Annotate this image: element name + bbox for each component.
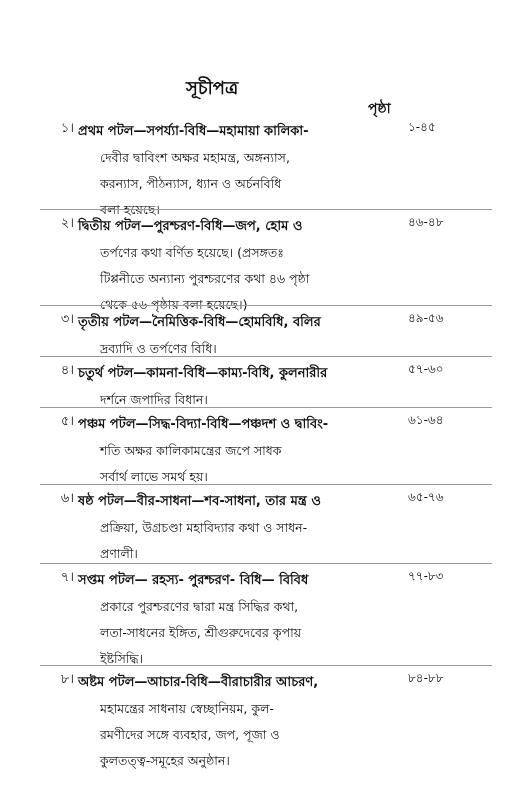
entry-heading-line: পঞ্চম পটল—সিদ্ধ-বিদ্যা-বিধি—পঞ্চদশ ও দ্বাবিং- xyxy=(78,417,329,432)
entry-line: দেবীর দ্বাবিংশ অক্ষর মহামন্ত্র, অঙ্গন্যাস, xyxy=(100,150,290,165)
entry-line: বলা হয়েছে। xyxy=(100,202,160,217)
entry-text xyxy=(78,361,398,413)
entry-heading-line: অষ্টম পটল—আচার-বিধি—বীরাচারীর আচরণ, xyxy=(78,675,319,690)
entry-line: লতা-সাধনের ইঙ্গিত, শ্রীগুরুদেবের কৃপায় xyxy=(100,625,302,640)
divider xyxy=(40,484,492,485)
entry-text xyxy=(78,214,398,318)
entry-pages: ৮৪-৮৮ xyxy=(408,671,444,685)
entry-pages: ৫৭-৬০ xyxy=(408,362,444,376)
entry-number: ৮। xyxy=(60,672,74,687)
entry-number: ৭। xyxy=(60,570,74,585)
entry-pages: ৭৭-৮৩ xyxy=(408,569,444,583)
divider xyxy=(40,563,492,564)
entry-pages: ৪৯-৫৬ xyxy=(408,311,444,325)
divider xyxy=(40,356,492,357)
divider xyxy=(40,209,492,210)
entry-line: মহামন্ত্রের সাধনায় স্বেচ্ছানিয়ম, কুল- xyxy=(100,701,274,716)
entry-heading-line: দ্বিতীয় পটল—পুরশ্চরণ-বিধি—জপ, হোম ও xyxy=(78,219,303,234)
entry-line: প্রণালী। xyxy=(100,546,138,561)
entry-heading-line: ষষ্ঠ পটল—বীর-সাধনা—শব-সাধনা, তার মন্ত্র ও xyxy=(78,494,321,509)
entry-pages: ৬৫-৭৬ xyxy=(408,490,444,504)
entry-heading-line: প্রথম পটল—সপর্য্যা-বিধি—মহামায়া কালিকা- xyxy=(78,124,309,139)
entry-pages: ১-৪৫ xyxy=(408,120,436,134)
entry-number: ৪। xyxy=(60,363,74,378)
divider xyxy=(40,407,492,408)
entry-number: ৩। xyxy=(60,312,74,327)
divider xyxy=(40,305,492,306)
entry-text xyxy=(78,568,398,672)
divider xyxy=(40,665,492,666)
entry-line: প্রকারে পুরশ্চরণের দ্বারা মন্ত্র সিদ্ধির কথা, xyxy=(100,599,299,614)
entry-line: দ্রব্যাদি ও তর্পণের বিধি। xyxy=(100,341,217,356)
entry-pages: ৬১-৬৪ xyxy=(408,413,444,427)
entry-number: ৬। xyxy=(60,491,74,506)
entry-text xyxy=(78,489,398,567)
entry-line: রমণীদের সঙ্গে ব্যবহার, জপ, পূজা ও xyxy=(100,727,280,742)
entry-line: টিপ্পনীতে অন্যান্য পুরশ্চরণের কথা ৪৬ পৃষ্ঠা xyxy=(100,271,310,286)
entry-line: প্রক্রিয়া, উগ্রচণ্ডা মহাবিদ্যার কথা ও সাধন- xyxy=(100,520,308,535)
entry-line: করন্যাস, পীঠন্যাস, ধ্যান ও অর্চনবিধি xyxy=(100,176,282,191)
entry-text xyxy=(78,310,398,362)
entry-line: সর্বার্থ লাভে সমর্থ হয়। xyxy=(100,469,208,484)
entry-pages: ৪৬-৪৮ xyxy=(408,215,444,229)
entry-number: ৫। xyxy=(60,414,74,429)
entry-line: দর্শনে জপাদির বিধান। xyxy=(100,392,208,407)
entry-line: থেকে ৫৬ পৃষ্ঠায় বলা হয়েছে।) xyxy=(100,297,248,312)
entry-heading-line: চতুর্থ পটল—কামনা-বিধি—কাম্য-বিধি, কুলনারীর xyxy=(78,366,328,381)
entry-text xyxy=(78,119,398,223)
entry-line: শতি অক্ষর কালিকামন্ত্রের জপে সাধক xyxy=(100,443,282,458)
page-column-header: পৃষ্ঠা xyxy=(368,101,391,117)
entry-number: ১। xyxy=(60,121,74,136)
entry-line: ইষ্টসিদ্ধি। xyxy=(100,651,144,666)
entry-text xyxy=(78,670,398,774)
entry-line: তর্পণের কথা বর্ণিত হয়েছে। (প্রসঙ্গতঃ xyxy=(100,245,284,260)
entry-number: ২। xyxy=(60,216,74,231)
page-title: সূচীপত্র xyxy=(186,78,239,99)
entry-heading-line: সপ্তম পটল— রহস্য- পুরশ্চরণ- বিধি— বিবিধ xyxy=(78,573,309,588)
entry-text xyxy=(78,412,398,490)
entry-heading-line: তৃতীয় পটল—নৈমিত্তিক-বিধি—হোমবিধি, বলির xyxy=(78,315,321,330)
entry-line: কুলতত্ত্ব-সমূহের অনুষ্ঠান। xyxy=(100,753,230,768)
